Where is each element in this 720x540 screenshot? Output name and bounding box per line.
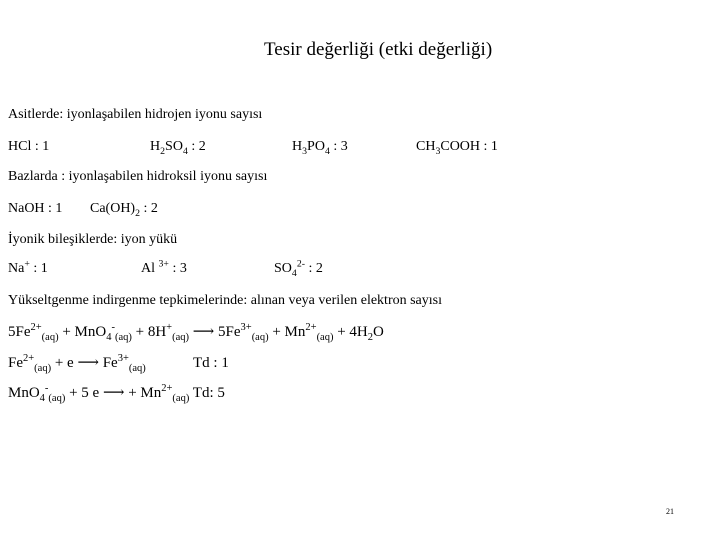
acid-hcl: HCl : 1 (8, 139, 50, 154)
redox-equation-2: $Fe^{2+}_{(aq)} + e$ ⟶ $Fe^{3+}_{(aq)}$ (8, 353, 146, 374)
base-caoh2: $Ca(OH)_2$ : 2 (90, 201, 158, 219)
ion-so4: $SO_4^{2-}$ : 2 (274, 258, 323, 279)
page-number: 21 (666, 507, 674, 516)
redox-heading: Yükseltgenme indirgenme tepkimelerinde: alınan veya verilen elektron sayısı (8, 293, 442, 308)
acid-acetic: $CH_3COOH$ : 1 (416, 139, 498, 157)
base-naoh: NaOH : 1 (8, 201, 63, 216)
acids-heading: Asitlerde: iyonlaşabilen hidrojen iyonu sayısı (8, 107, 263, 122)
acid-h2so4: $H_2SO_4$ : 2 (150, 139, 206, 157)
bases-heading: Bazlarda : iyonlaşabilen hidroksil iyonu sayısı (8, 169, 268, 184)
redox-equation-1: $5Fe^{2+}_{(aq)} + MnO_4^-_{(aq)} + 8H^+_{(aq)}$ ⟶ $5Fe^{3+}_{(aq)} + Mn^{2+}_{(aq)} + 4H_2O$ (8, 322, 384, 343)
acid-h3po4: $H_3PO_4$ : 3 (292, 139, 348, 157)
ion-na: Na+ : 1 (8, 258, 48, 276)
redox-td-1: Td : 1 (193, 355, 229, 371)
ionic-heading: İyonik bileşiklerde: iyon yükü (8, 232, 178, 247)
ion-al: Al $^{3+}$ : 3 (141, 258, 187, 276)
redox-equation-3: MnO$_4$-$_{(aq)}$ + 5 e ⟶ + $Mn^{2+}_{(aq)}$ Td: 5 (8, 383, 225, 404)
page-title: Tesir değerliği (etki değerliği) (264, 39, 493, 60)
